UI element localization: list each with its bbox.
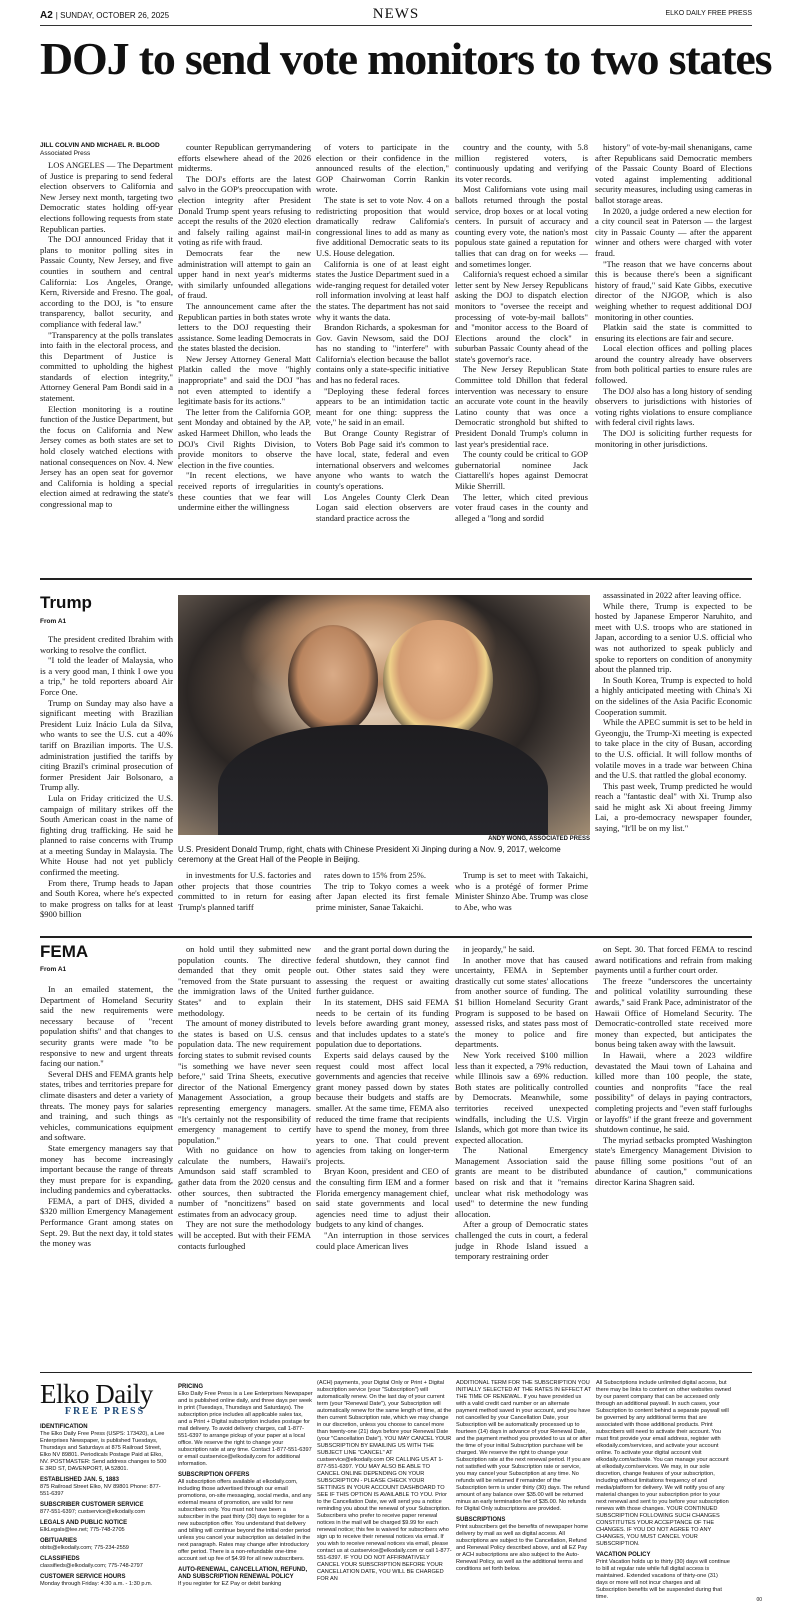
paragraph: in jeopardy," he said. <box>463 944 535 954</box>
masthead-tag: FREE PRESS <box>64 1406 146 1417</box>
paragraph: The president credited Ibrahim with working to resolve the conflict. <box>40 634 173 655</box>
fema-column-1 <box>40 984 173 1362</box>
paragraph: The myriad setbacks prompted Washington state's Emergency Management Division to pause filling some positions "out of an abundance of caution," communications director Karina Shagren said. <box>595 1134 752 1188</box>
fema-column-5 <box>595 944 752 1362</box>
paragraph: Several DHS and FEMA grants help states, tribes and territories prepare for climate disasters and deter a variety of threats. The money pays for salaries and training, and such things as vehicles, communications equipment and software. <box>40 1068 173 1143</box>
paragraph: The DOJ's efforts are the latest salvo in the GOP's preoccupation with election integrity after President Donald Trump spent years refusing to accept the results of the 2020 election and falsely railing against mail-in voting as rife with fraud. <box>178 173 311 248</box>
fineprint-heading: SUBSCRIBER CUSTOMER SERVICE <box>40 1502 144 1508</box>
paragraph: on Sept. 30. That forced FEMA to rescind award notifications and refrain from making payments until a further court order. <box>595 944 752 976</box>
fineprint-heading: CLASSIFIEDS <box>40 1556 80 1562</box>
paragraph: In another move that has caused uncertainty, FEMA in September drastically cut some states' allocations from another source of funding. The $1 billion Homeland Security Grant Program is supposed to be based on assessed risks, and states pass most of the money to police and fire departments. <box>455 954 588 1050</box>
headline: DOJ to send vote monitors to two states <box>40 33 772 84</box>
paragraph: of voters to participate in the election or their confidence in the announced results of the election," GOP Chairwoman Corrin Rankin wrote. <box>316 142 449 195</box>
section-label: NEWS <box>372 6 420 22</box>
trump-column-4 <box>455 870 588 930</box>
section-divider-2 <box>40 936 752 938</box>
paragraph: California is one of at least eight states the Justice Department sued in a wide-ranging request for detailed voter roll information involving at least half the states. The department has not said why it wants the data. <box>316 258 449 322</box>
paragraph: The New Jersey Republican State Committee told Dhillon that federal intervention was necessary to ensure an accurate vote count in the heavily Latino county that was once a Democratic stronghold but shifted to President Donald Trump's column in last year's presidential race. <box>455 364 588 449</box>
trump-column-3 <box>316 870 449 930</box>
paper-name: ELKO DAILY FREE PRESS <box>665 10 752 17</box>
trump-column-left <box>40 634 173 934</box>
paragraph: From there, Trump heads to Japan and South Korea, where he's expected to make progress on talks for at least $900 billion <box>40 877 173 920</box>
fineprint-heading: IDENTIFICATION <box>40 1424 88 1430</box>
paragraph: Election monitoring is a routine function of the Justice Department, but the focus on California and New Jersey comes as both states are set to hold closely watched elections with national consequences on Nov. 4. New Jersey has an open seat for governor and California is holding a special election aimed at redrawing the state's congressional map to <box>40 403 173 509</box>
byline-org: Associated Press <box>40 150 91 157</box>
paragraph: The National Emergency Management Association said the grants are meant to be distributed based on risk and that it "remains unclear what risk methodology was used" to determine the new funding allocation. <box>455 1145 588 1219</box>
fema-column-4 <box>455 944 588 1362</box>
page-date: SUNDAY, OCTOBER 26, 2025 <box>60 11 170 20</box>
fineprint-heading: SUBSCRIPTION OFFERS <box>178 1472 250 1478</box>
fineprint-heading: ESTABLISHED JAN. 5, 1883 <box>40 1477 119 1483</box>
paragraph: LOS ANGELES — The Department of Justice is preparing to send federal election observers to California and New Jersey next month, targeting two Democratic states holding off-year elections following requests from state Republican parties. <box>40 160 173 234</box>
paragraph: Brandon Richards, a spokesman for Gov. Gavin Newsom, said the DOJ has no standing to "interfere" with California's election because the ballot contains only a state-specific initiative and has no federal races. <box>316 322 449 386</box>
paragraph: California's request echoed a similar letter sent by New Jersey Republicans asking the DOJ to dispatch election monitors to "oversee the receipt and processing of vote-by-mail ballots" and "monitor access to the Board of Elections around the clock" in suburban Passaic County ahead of the state's governor's race. <box>455 269 588 364</box>
news-photo <box>178 595 590 835</box>
paragraph: State emergency managers say that money has become increasingly important because the range of threats they must prepare for is expanding, including pandemics and cyberattacks. <box>40 1142 173 1196</box>
fineprint-column-5 <box>596 1380 731 1615</box>
photo-figure-xi <box>288 625 378 735</box>
paragraph: "Deploying these federal forces appears to be an intimidation tactic meant for one thing: suppress the vote," he said in an email. <box>316 385 449 428</box>
paragraph: The letter, which cited previous voter fraud cases in the county and alleged a "long and sordid <box>455 491 588 523</box>
paragraph: The state is set to vote Nov. 4 on a redistricting proposition that would dramatically redraw California's congressional lines to add as many as five additional Democratic seats to its U.S. House delegation. <box>316 194 449 258</box>
paragraph: counter Republican gerrymandering efforts elsewhere ahead of the 2026 midterms. <box>178 142 311 174</box>
footer-divider <box>40 1372 752 1373</box>
paragraph: history" of vote-by-mail shenanigans, came after Republicans said Democratic members of the Passaic County Board of Elections voted against implementing additional security measures, including using cameras in ballot storage areas. <box>595 142 752 205</box>
paragraph: Trump is set to meet with Takaichi, who is a protégé of former Prime Minister Shinzo Abe. Trump was close to Abe, who was <box>455 870 588 912</box>
paragraph: In an emailed statement, the Department of Homeland Security said the new requirements were necessary because of "recent population shifts" and that changes to security grants were made "to be responsive to new and urgent threats facing our nation." <box>40 984 173 1069</box>
paragraph: Bryan Koon, president and CEO of the consulting firm IEM and a former Florida emergency management chief, said state governments and local agencies need time to adjust their budgets to any kind of changes. <box>316 1166 449 1230</box>
paragraph: In its statement, DHS said FEMA needs to be certain of its funding levels before awarding grant money, and that includes updates to a state's population due to deportations. <box>316 996 449 1050</box>
fema-section-title: FEMA <box>40 942 89 961</box>
paragraph: The trip to Tokyo comes a week after Japan elected its first female prime minister, Sanae Takaichi. <box>316 880 449 912</box>
photo-credit: ANDY WONG, ASSOCIATED PRESS <box>488 836 590 842</box>
fineprint-text: Elko Daily Free Press is a Lee Enterprises Newspaper and is published online daily, and three days per week in print (Tuesdays, Thursdays and Saturdays). The subscription price includes all applicable sales tax, and a Print + Digital subscription includes postage for mail delivery. To avoid delivery charges, call 1-877-551-6397 to arrange pickup of your paper at a local office. We reserve the right to change your subscription rate at any time. Contact 1-877-551-6397 or email custservice@elkodaily.com for additional information. <box>178 1391 313 1467</box>
paragraph: country and the county, with 5.8 million registered voters, is continuously updating and verifying its voter records. <box>455 142 588 184</box>
masthead-logo <box>40 1380 170 1417</box>
paragraph: The letter from the California GOP, sent Monday and obtained by the AP, asked Harmeet Dhillon, who leads the DOJ's Civil Rights Division, to provide monitors to observe the election in the five counties. <box>178 406 311 470</box>
fineprint-heading: SUBSCRIPTIONS <box>456 1517 506 1523</box>
paragraph: rates down to 15% from 25%. <box>324 870 426 880</box>
paragraph: and the grant portal down during the federal shutdown, they cannot find out. Other states said they were assessing the request or awaiting further guidance. <box>316 944 449 997</box>
fineprint-text: 877-551-6397; custservice@elkodaily.com <box>40 1509 146 1515</box>
fineprint-column-2 <box>178 1380 313 1615</box>
trump-column-2 <box>178 870 311 930</box>
trump-jump-label: From A1 <box>40 618 67 625</box>
paragraph: Most Californians vote using mail ballots returned through the postal service, drop boxes or at local voting centers. In pursuit of accuracy and counting every vote, the nation's most populous state gained a reputation for tallies that can drag on for weeks — and sometimes longer. <box>455 184 588 269</box>
paragraph: In 2020, a judge ordered a new election for a city council seat in Paterson — the largest city in Passaic County — after the apparent winner and others were charged with voter fraud. <box>595 205 752 258</box>
fineprint-column-4 <box>456 1380 591 1615</box>
paragraph: Trump on Sunday may also have a significant meeting with Brazilian President Luiz Inácio Lula da Silva, who wants to see the U.S. cut a 40% tariff on Brazilian imports. The U.S. administration justified the tariffs by citing Brazil's criminal prosecution of former President Jair Bolsonaro, a Trump ally. <box>40 697 173 793</box>
lead-column-2 <box>178 142 311 570</box>
paragraph: Experts said delays caused by the request could most affect local governments and agencies that receive grant money passed down by states because their budgets and staffs are smaller. At the same time, FEMA also reduced the time frame that recipients have to spend the money, from three years to one. That could prevent agencies from taking on longer-term projects. <box>316 1049 449 1166</box>
paragraph: The county could be critical to GOP gubernatorial nominee Jack Ciattarelli's hopes against Democrat Mikie Sherrill. <box>455 449 588 491</box>
paragraph: Los Angeles County Clerk Dean Logan said election observers are standard practice across the <box>316 491 449 523</box>
fema-column-2 <box>178 944 311 1362</box>
paragraph: The amount of money distributed to the states is based on U.S. census population data. The new requirement forcing states to submit revised counts "is something we have never seen before," said Trina Sheets, executive director of the National Emergency Management Association, a group representing emergency managers. "It's certainly not the responsibility of emergency management to certify population." <box>178 1018 311 1145</box>
fineprint-text: (ACH) payments, your Digital Only or Print + Digital subscription service (your "Subscription") will automatically renew. On the last day of your current term (your "Renewal Date"), your Subscription will automatically renew for the same length of time, at the then current Subscription rate, which we may change in our discretion, unless you choose to cancel more than twenty-one (21) days before your Renewal Date (your "Cancellation Date"). YOU MAY CANCEL YOUR SUBSCRIPTION BY EMAILING US WITH THE SUBJECT LINE "CANCEL" AT custservice@elkodaily.com OR CALLING US AT 1-877-551-6397. YOU MAY ALSO BE ABLE TO CANCEL ONLINE DEPENDING ON YOUR SUBSCRIPTION - PLEASE CHECK YOUR SETTINGS IN YOUR ACCOUNT DASHBOARD TO SEE IF THIS OPTION IS AVAILABLE TO YOU. Prior to the Cancellation Date, we will send you a notice reminding you about the renewal of your Subscription. Subscribers who prefer to receive paper renewal notices in the mail will be charged $9.99 for each renewal notice; this fee is waived for subscribers who sign up to receive their renewal notices via email. If you wish to receive renewal notices via email, please contact us at custservice@elkodaily.com or call 1-877-551-6397. IF YOU DO NOT AFFIRMATIVELY CANCEL YOUR SUBSCRIPTION BEFORE YOUR CANCELLATION DATE, YOU WILL BE CHARGED FOR AN <box>317 1380 452 1582</box>
lead-column-1 <box>40 142 173 570</box>
paragraph: While the APEC summit is set to be held in Gyeongju, the Trump-Xi meeting is expected to take place in the city of Busan, according to the U.S. official. It will follow months of volatile moves in a trade war between China and the U.S. that rattled the global economy. <box>595 717 752 781</box>
paragraph: This past week, Trump predicted he would reach a "fantastic deal" with Xi. Trump also said he might ask Xi about freeing Jimmy Lai, a pro-democracy newspaper founder, saying, "It'll be on my list." <box>595 780 752 834</box>
paragraph: The DOJ also has a long history of sending observers to jurisdictions with histories of voting rights violations to ensure compliance with federal civil rights laws. <box>595 385 752 428</box>
lead-column-3 <box>316 142 449 570</box>
fineprint-heading: CUSTOMER SERVICE HOURS <box>40 1574 126 1580</box>
fineprint-text: ADDITIONAL TERM FOR THE SUBSCRIPTION YOU INITIALLY SELECTED AT THE RATES IN EFFECT AT THE TIME OF RENEWAL. If you have provided us with a valid credit card number or an alternate payment method saved in your account, and you have not cancelled by your Cancellation Date, your Subscription will be automatically processed up to fourteen (14) days in advance of your Renewal Date, and the payment method you provided to us at or after the time of your initial Subscription purchase will be charged. We reserve the right to change your Subscription rate at the next renewal period. If you are not satisfied with your Subscription rate or service, you may cancel your Subscription at any time. No refunds will be returned if remainder of the Subscription term is under thirty (30) days. The refund amount of any balance over $35.00 will be returned minus an early termination fee of $35.00. No refunds for Digital Only subscriptions are provided. <box>456 1380 591 1512</box>
fineprint-text: Print Vacation holds up to thirty (30) days will continue to bill at regular rate while full digital access is maintained. Extended vacations of thirty-one (31) days or more will not incur charges and all Subscription benefits will be suspended during that time. <box>596 1559 730 1600</box>
paragraph: They are not sure the methodology will be accepted. But with their FEMA contacts furloughed <box>178 1219 311 1251</box>
fineprint-text: 875 Railroad Street Elko, NV 89801 Phone: 877-551-6397 <box>40 1484 161 1497</box>
photo-figure-trump <box>383 620 493 740</box>
photo-caption: U.S. President Donald Trump, right, chats with Chinese President Xi Jinping during a Nov. 9, 2017, welcome ceremony at the Great Hall of the People in Beijing. <box>178 845 561 864</box>
paragraph: "I told the leader of Malaysia, who is a very good man, I think I owe you a trip," he told reporters aboard Air Force One. <box>40 655 173 697</box>
trump-section-title: Trump <box>40 593 92 612</box>
masthead-info <box>40 1420 170 1615</box>
fineprint-heading: VACATION POLICY <box>596 1552 651 1558</box>
byline: JILL COLVIN AND MICHAEL R. BLOOD <box>40 142 160 149</box>
paragraph: While there, Trump is expected to be hosted by Japanese Emperor Naruhito, and meet with U.S. troops who are stationed in Japan, according to a senior U.S. official who was not authorized to speak publicly and spoke to reporters on condition of anonymity about the planned trip. <box>595 600 752 675</box>
page-code: 00 <box>756 1597 762 1603</box>
paragraph: But Orange County Registrar of Voters Bob Page said it's common to have local, state, federal and even international observers and welcomes anyone who wants to watch the county's operations. <box>316 428 449 491</box>
page-folio: A2 | SUNDAY, OCTOBER 26, 2025 <box>40 10 170 21</box>
fineprint-text: Monday through Friday: 4:30 a.m. - 1:30 p.m. <box>40 1581 153 1587</box>
fineprint-text: obits@elkodaily.com; 775-234-2559 <box>40 1545 129 1551</box>
paragraph: New York received $100 million less than it expected, a 79% reduction, while Illinois saw a 69% reduction. Both states are politically controlled by Democrats. Meanwhile, some territories received unexpected windfalls, including the U.S. Virgin Islands, which got more than twice its expected allocation. <box>455 1049 588 1145</box>
paragraph: assassinated in 2022 after leaving office. <box>603 590 742 600</box>
paragraph: Local election offices and polling places around the country already have observers from both political parties to ensure rules are followed. <box>595 343 752 386</box>
paragraph: Lula on Friday criticized the U.S. campaign of military strikes off the South American coast in the name of fighting drug trafficking. He said he planned to raise concerns with Trump at a meeting Sunday in Malaysia. The White House had not yet publicly confirmed the meeting. <box>40 792 173 878</box>
paragraph: The DOJ is soliciting further requests for monitoring in other jurisdictions. <box>595 428 752 449</box>
paragraph: Platkin said the state is committed to ensuring its elections are fair and secure. <box>595 322 752 343</box>
photo-suits <box>218 725 548 835</box>
paragraph: "Transparency at the polls translates into faith in the electoral process, and this Department of Justice is committed to upholding the highest standards of election integrity," Attorney General Pam Bondi said in a statement. <box>40 329 173 404</box>
paragraph: With no guidance on how to calculate the numbers, Hawaii's Amundson said staff scrambled to gather data from the 2020 census and other sources, then subtracted the number of "noncitizens" based on estimates from an advocacy group. <box>178 1145 311 1219</box>
paragraph: After a group of Democratic states challenged the cuts in court, a federal judge in Rhode Island issued a temporary restraining order <box>455 1219 588 1262</box>
page-header <box>40 8 752 26</box>
fineprint-heading: AUTO-RENEWAL, CANCELLATION, REFUND, AND SUBSCRIPTION RENEWAL POLICY <box>178 1567 308 1580</box>
masthead-name: Elko Daily <box>40 1379 153 1409</box>
paragraph: "In recent elections, we have received reports of irregularities in these counties that we fear will undermine either the willingness <box>178 470 311 513</box>
paragraph: In South Korea, Trump is expected to hold a highly anticipated meeting with China's Xi on the sidelines of the Asia Pacific Economic Cooperation summit. <box>595 674 752 717</box>
paragraph: in investments for U.S. factories and other projects that those countries committed to in return for easing Trump's planned tariff <box>178 870 311 912</box>
paragraph: "An interruption in those services could place American lives <box>316 1230 449 1251</box>
fema-column-3 <box>316 944 449 1362</box>
paragraph: Democrats fear the new administration will attempt to gain an upper hand in next year's midterms with similarly unfounded allegations of fraud. <box>178 247 311 301</box>
paragraph: "The reason that we have concerns about this is because there's been a significant history of fraud," said Kate Gibbs, executive director of the NJGOP, which is also weighing whether to request additional DOJ monitoring in other counties. <box>595 258 752 322</box>
fineprint-heading: PRICING <box>178 1384 204 1390</box>
paragraph: The announcement came after the Republican parties in both states wrote letters to the DOJ requesting their assistance. Some leading Democrats in the states blasted the decision. <box>178 300 311 354</box>
fineprint-text: All Subscriptions include unlimited digital access, but there may be links to content on other websites owned by our parent company that can be accessed only through an additional paywall. In such cases, your Subscription to content behind a separate paywall will be governed by any additional terms that are associated with those additional products. Print subscribers will need to activate their account. You must first provide your email address, register with elkodaily.com/services, and activate your account online. To activate your digital account visit elkodaily.com/activate. You can manage your account at elkodaily.com/services. We may, in our sole discretion, change features of your subscription, including without limitations frequency of and media/platform for delivery. We will notify you of any material changes to your subscription prior to your next renewal and sent to you before your subscription renews with those changes. YOUR CONTINUED SUBSCRIPTION FOLLOWING SUCH CHANGES CONSTITUTES YOUR ACCEPTANCE OF THE CHANGES. IF YOU DO NOT AGREE TO ANY CHANGES, YOU MUST CANCEL YOUR SUBSCRIPTION. <box>596 1380 731 1547</box>
lead-column-5 <box>595 142 752 570</box>
fineprint-heading: LEGALS AND PUBLIC NOTICE <box>40 1520 128 1526</box>
lead-column-4 <box>455 142 588 570</box>
fineprint-text: All subscription offers available at elkodaily.com, including those advertised through our email promotions, on-site messaging, social media, and any external means of promotion, are valid for new subscribers only. You must not have been a subscriber in the past thirty (30) days to register for a new subscription offer. You understand that delivery and billing will continue beyond the initial order period unless you cancel your subscription as detailed in the next paragraph. Rates may change after introductory offer period. There is a non-refundable one-time account set up fee of $4.99 for all new subscribers. <box>178 1479 312 1562</box>
paragraph: The DOJ announced Friday that it plans to monitor polling sites in Passaic County, New Jersey, and five counties in southern and central California: Los Angeles, Orange, Kern, Riverside and Fresno. The goal, according to the DOJ, is "to ensure transparency, ballot security, and compliance with federal law." <box>40 234 173 329</box>
fineprint-text: If you register for EZ Pay or debit banking <box>178 1581 282 1587</box>
fineprint-column-3 <box>317 1380 452 1615</box>
section-divider <box>40 578 752 580</box>
fineprint-text: Print subscribers get the benefits of newspaper home delivery by mail as well as digital access. All subscriptions are subject to the Cancellation, Refund and Renewal Policy described above, and all EZ Pay or ACH subscriptions are also subject to the Auto-Renewal Policy, as well as the additional terms and conditions set forth below. <box>456 1524 589 1572</box>
trump-column-right <box>595 590 752 930</box>
fineprint-text: The Elko Daily Free Press (USPS: 173420), a Lee Enterprises Newspaper, is published Tuesdays, Thursdays and Saturdays at 875 Railroad Street, Elko NV 89801. Periodicals Postage Paid at Elko, NV. POSTMASTER: Send address changes to 500 E 3RD ST, DAVENPORT, IA 52801. <box>40 1431 167 1472</box>
paragraph: New Jersey Attorney General Matt Platkin called the move "highly inappropriate" and said the DOJ "has not even attempted to identify a legitimate basis for its actions." <box>178 353 311 407</box>
fineprint-text: ElkLegals@lee.net; 775-748-2705 <box>40 1527 125 1533</box>
page-number: A2 <box>40 10 53 21</box>
fineprint-text: classifieds@elkodaily.com; 775-748-2797 <box>40 1563 143 1569</box>
paragraph: FEMA, a part of DHS, divided a $320 million Emergency Management Performance Grant among states on Sept. 29. But the next day, it told states the money was <box>40 1195 173 1249</box>
fineprint-heading: OBITUARIES <box>40 1538 78 1544</box>
paragraph: The freeze "underscores the uncertainty and political volatility surrounding these awards," said Frank Pace, administrator of the Hawaii Office of Homeland Security. The Democratic-controlled state received more money than expected, but anticipates the bonus being taken away with the lawsuit. <box>595 975 752 1050</box>
paragraph: on hold until they submitted new population counts. The directive demanded that they omit people "removed from the State pursuant to the immigration laws of the United States" and to explain their methodology. <box>178 944 311 1018</box>
fema-jump-label: From A1 <box>40 966 67 973</box>
paragraph: In Hawaii, where a 2023 wildfire devastated the Maui town of Lahaina and killed more than 100 people, the state, counties and nonprofits "face the real possibility" of delays in paying contractors, completing projects and "even staff furloughs or layoffs" if the grant freeze and government shutdown continue, he said. <box>595 1049 752 1135</box>
